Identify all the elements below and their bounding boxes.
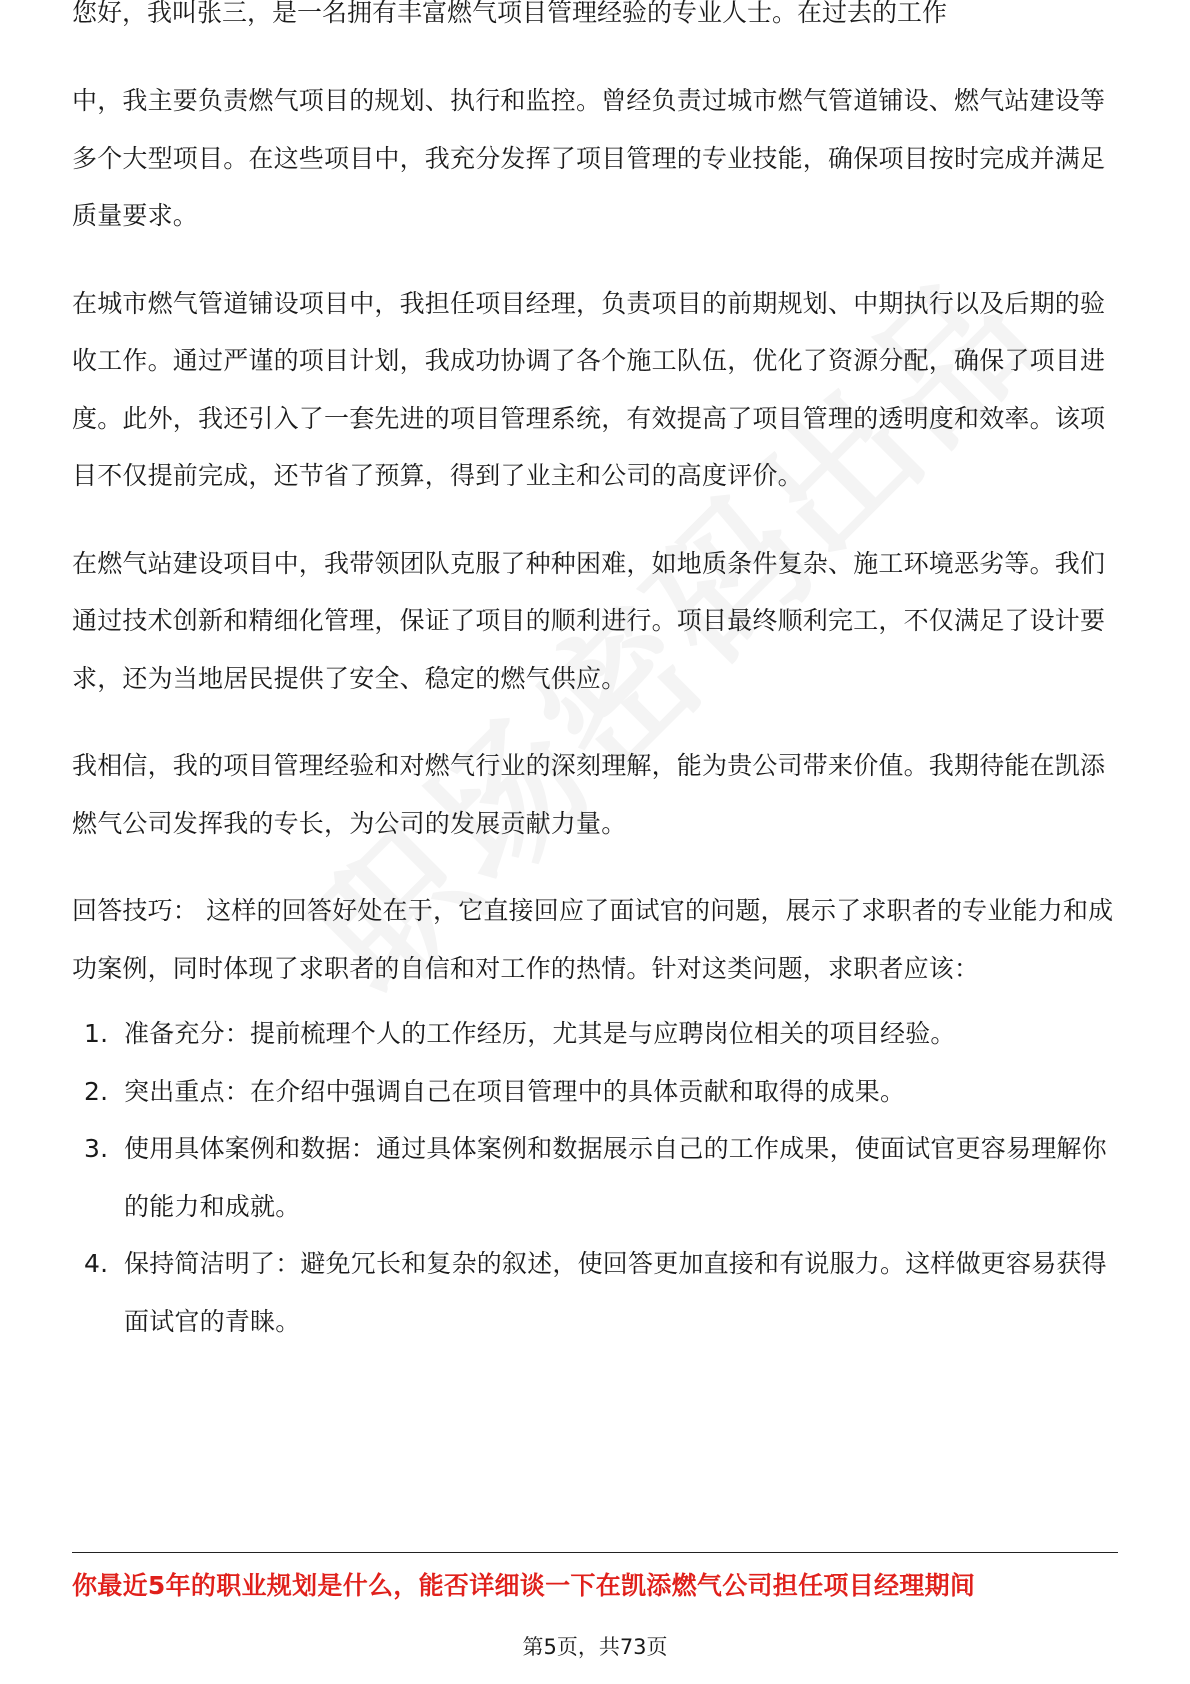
list-number: 4. (84, 1249, 109, 1278)
list-number: 1. (84, 1019, 109, 1048)
answer-body (72, 72, 1118, 1350)
section-divider (72, 1552, 1118, 1553)
list-item-text: 突出重点：在介绍中强调自己在项目管理中的具体贡献和取得的成果。 (124, 1076, 906, 1106)
list-item (72, 1120, 1118, 1235)
list-item (72, 1063, 1118, 1121)
list-item-text: 使用具体案例和数据：通过具体案例和数据展示自己的工作成果，使面试官更容易理解你的能力和成就。 (124, 1134, 1107, 1221)
page-number: 第5页，共73页 (522, 1635, 668, 1659)
list-item-text: 保持简洁明了：避免冗长和复杂的叙述，使回答更加直接和有说服力。这样做更容易获得面试官的青睐。 (124, 1249, 1107, 1336)
list-number: 3. (84, 1134, 109, 1163)
list-item (72, 1235, 1118, 1350)
paragraph-closing: 我相信，我的项目管理经验和对燃气行业的深刻理解，能为贵公司带来价值。我期待能在凯添燃气公司发挥我的专长，为公司的发展贡献力量。 (72, 751, 1106, 838)
paragraph-station-project: 在燃气站建设项目中，我带领团队克服了种种困难，如地质条件复杂、施工环境恶劣等。我们通过技术创新和精细化管理，保证了项目的顺利进行。项目最终顺利完工，不仅满足了设计要求，还为当地居民提供了安全、稳定的燃气供应。 (72, 548, 1106, 693)
cut-off-top-line-text: 您好，我叫张三，是一名拥有丰富燃气项目管理经验的专业人士。在过去的工作 (72, 0, 948, 27)
paragraph-pipeline-project: 在城市燃气管道铺设项目中，我担任项目经理，负责项目的前期规划、中期执行以及后期的验收工作。通过严谨的项目计划，我成功协调了各个施工队伍，优化了资源分配，确保了项目进度。此外，我还引入了一套先进的项目管理系统，有效提高了项目管理的透明度和效率。该项目不仅提前完成，还节省了预算，得到了业主和公司的高度评价。 (72, 288, 1106, 490)
cut-off-top-line (72, 0, 1118, 48)
tips-list (72, 1005, 1118, 1350)
paragraph-intro-continued: 中，我主要负责燃气项目的规划、执行和监控。曾经负责过城市燃气管道铺设、燃气站建设等多个大型项目。在这些项目中，我充分发挥了项目管理的专业技能，确保项目按时完成并满足质量要求。 (72, 86, 1106, 230)
list-item (72, 1005, 1118, 1063)
list-item-text: 准备充分：提前梳理个人的工作经历，尤其是与应聘岗位相关的项目经验。 (124, 1019, 956, 1048)
list-number: 2. (84, 1076, 109, 1106)
paragraph-answer-tips: 回答技巧： 这样的回答好处在于，它直接回应了面试官的问题，展示了求职者的专业能力和成功案例，同时体现了求职者的自信和对工作的热情。针对这类问题，求职者应该： (72, 896, 1114, 983)
next-question-heading: 你最近5年的职业规划是什么，能否详细谈一下在凯添燃气公司担任项目经理期间 (72, 1571, 976, 1600)
